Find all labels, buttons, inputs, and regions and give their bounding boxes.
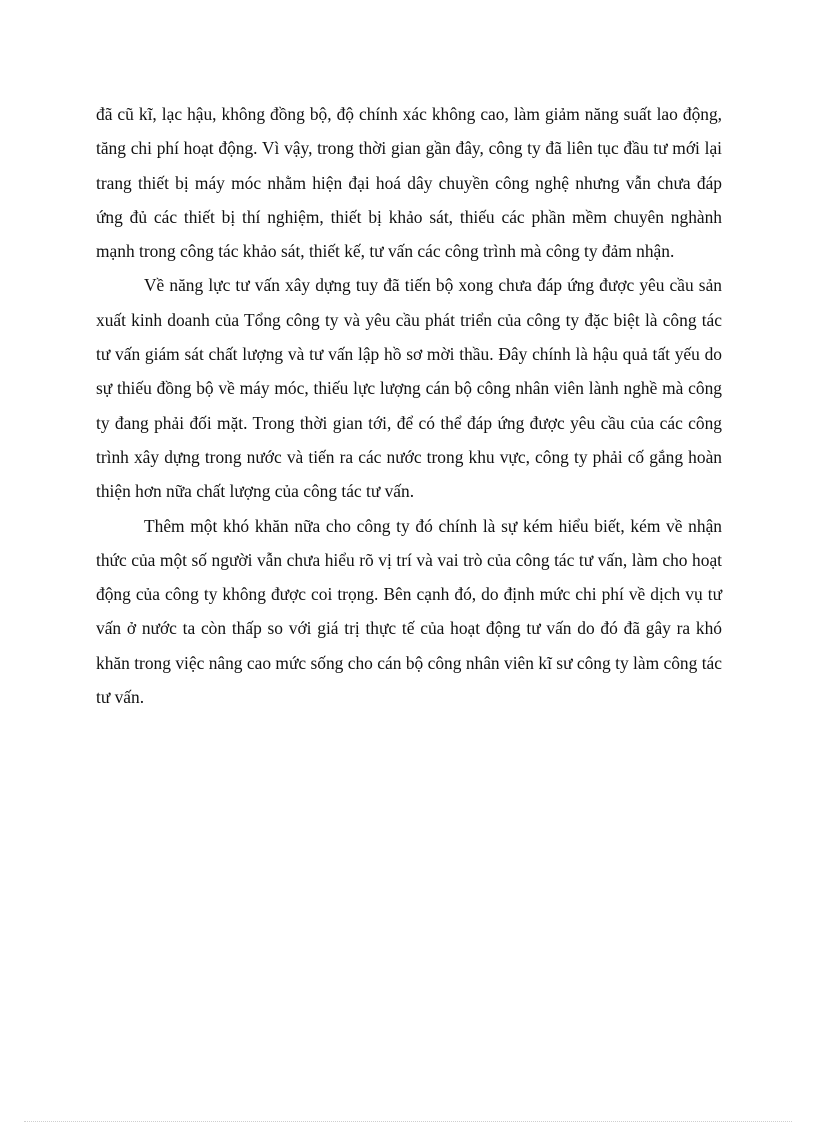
page-bottom-divider — [24, 1121, 792, 1122]
paragraph-continuation: đã cũ kĩ, lạc hậu, không đồng bộ, độ chính xác không cao, làm giảm năng suất lao động, tăng chi phí hoạt động. Vì vậy, trong thời gian gần đây, công ty đã liên tục đầu tư mới lại trang thiết bị máy móc nhằm hiện đại hoá dây chuyền công nghệ nhưng vẫn chưa đáp ứng đủ các thiết bị thí nghiệm, thiết bị khảo sát, thiếu các phần mềm chuyên nghành mạnh trong công tác khảo sát, thiết kế, tư vấn các công trình mà công ty đảm nhận. — [96, 104, 722, 262]
document-body — [96, 97, 722, 714]
paragraph-consulting-capacity: Về năng lực tư vấn xây dựng tuy đã tiến bộ xong chưa đáp ứng được yêu cầu sản xuất kinh doanh của Tổng công ty và yêu cầu phát triển của công ty đặc biệt là công tác tư vấn giám sát chất lượng và tư vấn lập hồ sơ mời thầu. Đây chính là hậu quả tất yếu do sự thiếu đồng bộ về máy móc, thiếu lực lượng cán bộ công nhân viên lành nghề mà công ty đang phải đối mặt. Trong thời gian tới, để có thể đáp ứng được yêu cầu của các công trình xây dựng trong nước và tiến ra các nước trong khu vực, công ty phải cố gắng hoàn thiện hơn nữa chất lượng của công tác tư vấn. — [96, 275, 722, 502]
paragraph-additional-difficulty: Thêm một khó khăn nữa cho công ty đó chính là sự kém hiểu biết, kém về nhận thức của một số người vẫn chưa hiểu rõ vị trí và vai trò của công tác tư vấn, làm cho hoạt động của công ty không được coi trọng. Bên cạnh đó, do định mức chi phí về dịch vụ tư vấn ở nước ta còn thấp so với giá trị thực tế của hoạt động tư vấn do đó đã gây ra khó khăn trong việc nâng cao mức sống cho cán bộ công nhân viên kĩ sư công ty làm công tác tư vấn. — [96, 515, 722, 708]
